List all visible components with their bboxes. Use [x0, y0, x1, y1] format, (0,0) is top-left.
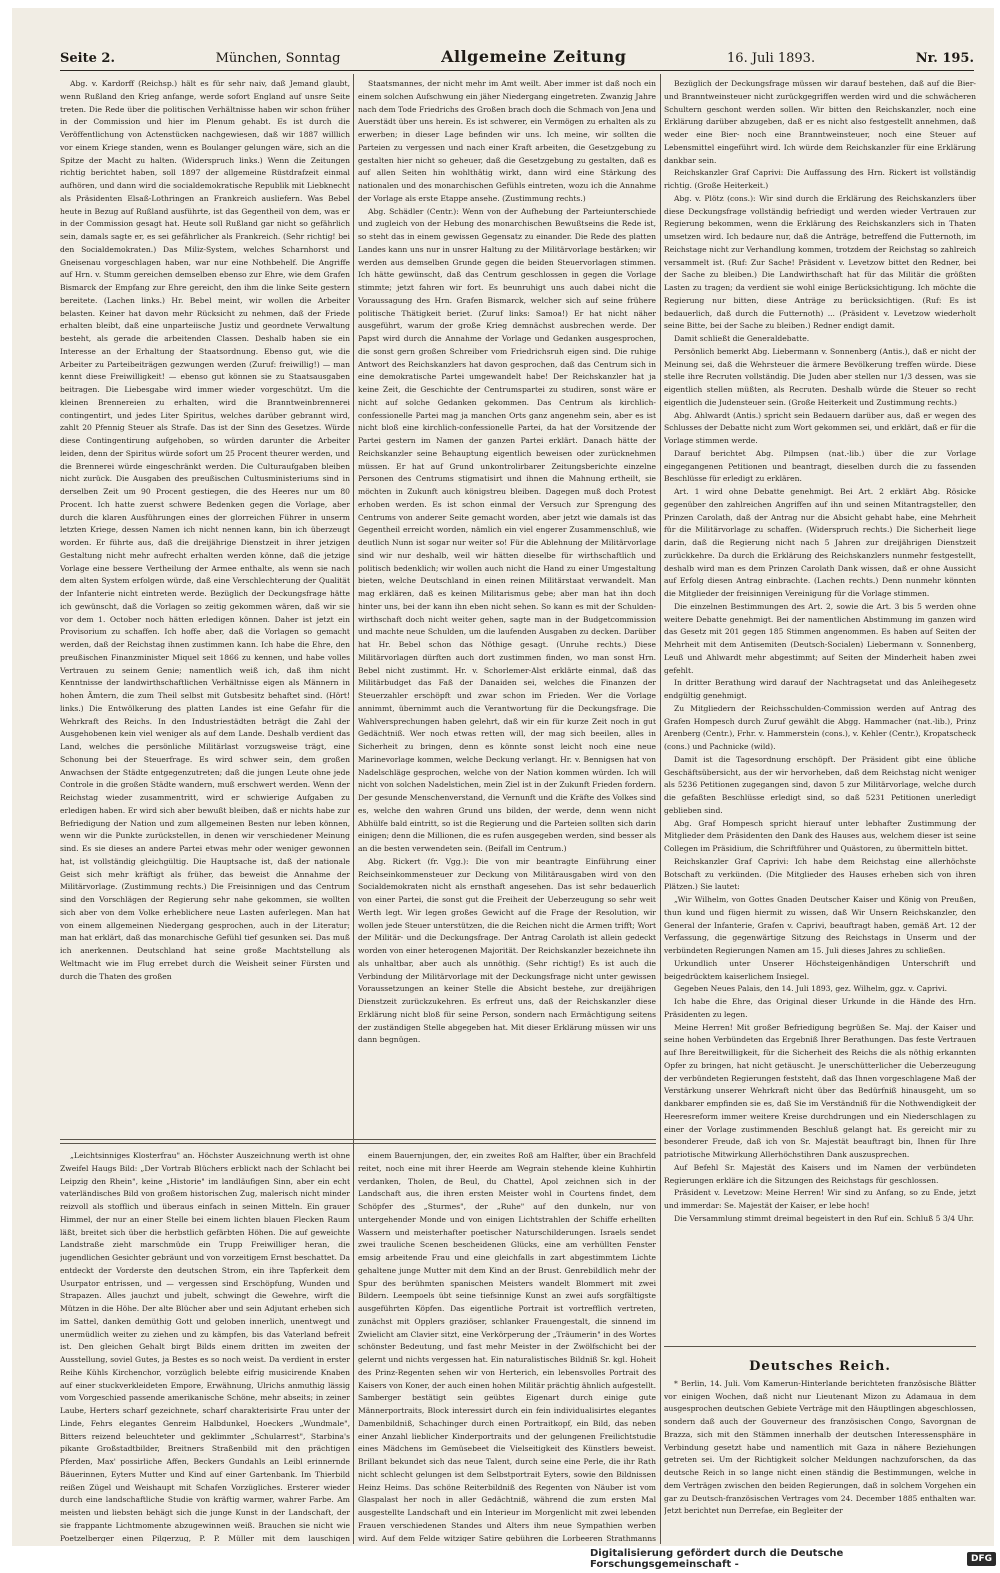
- article-column-3: [664, 78, 976, 1343]
- feuilleton-column-2: [358, 1150, 656, 1542]
- paragraph: „Wir Wilhelm, von Gottes Gnaden Deutscher Kaiser und König von Preußen, thun kund und fügen hiermit zu wissen, daß Wir Unsern Reichskanzler, den General der Infanterie, Grafen v. Caprivi, beauftragt haben, gemäß Art. 12 der Verfassung, die gegenwärtige Sitzung des Reichstags in Unserm und der verbündeten Regierungen Namen am 15. Juli dieses Jahres zu schließen.: [664, 895, 976, 955]
- paragraph: Reichskanzler Graf Caprivi: Die Auffassung des Hrn. Rickert ist vollständig richtig. (Große Heiterkeit.): [664, 168, 976, 190]
- paragraph: Präsident v. Levetzow: Meine Herren! Wir sind zu Anfang, so zu Ende, jetzt und immerdar: Se. Majestät der Kaiser, er lebe hoch!: [664, 1188, 976, 1210]
- paragraph: Gegeben Neues Palais, den 14. Juli 1893, gez. Wilhelm, ggz. v. Caprivi.: [674, 984, 948, 994]
- feuilleton-divider: [60, 1143, 656, 1144]
- paragraph: Art. 1 wird ohne Debatte genehmigt. Bei Art. 2 erklärt Abg. Rösicke gegenüber den zahlreichen Angriffen auf ihn und seinen Mitantragsteller, den Prinzen Carolath, daß der Antrag nur die Absicht gehabt habe, eine Mehrheit für die Militärvorlage zu schaffen. (Widerspruch rechts.) Die Sicherheit liege darin, daß die Regierung nicht nach 5 Jahren zur dreijährigen Dienstzeit zurückkehre. Da durch die Erklärung des Reichskanzlers nunmehr festgestellt, deshalb wird man es dem Prinzen Carolath Dank wissen, daß er ohne Aussicht auf Erfolg diesen Antrag einbrachte. (Lachen rechts.) Denn nunmehr könnten die Mitglieder der freisinnigen Vereinigung für die Vorlage stimmen.: [664, 487, 976, 598]
- deutsches-reich-section: [664, 1355, 976, 1542]
- paragraph: Abg. Schädler (Centr.): Wenn von der Aufhebung der Parteiunterschiede und zugleich von der Hebung des monarchischen Bewußtseins die Rede ist, so steht das in einem gewissen Gegensatz zu einander. Die Rede des platten Landes kann uns nur in unsrer Haltung zu der Militärvorlage bestärken; wir werden aus demselben Grunde gegen die beiden Steuervorlagen stimmen. Ich hätte gewünscht, daß das Centrum geschlossen in gegen die Vorlage stimmte; jetzt fahren wir fort. Es beunruhigt uns auch dabei nicht die Voraussagung des Hrn. Grafen Bismarck, welcher sich auf seine frühere politische Thätigkeit beriet. (Zuruf links: Samoa!) Er hat nicht näher ausgeführt, warum der große Krieg demnächst ausbrechen werde. Der Papst wird durch die Annahme der Vorlage und Gedanken ausgesprochen, die sonst gern großen Schreiber vom Friedrichsruh eigen sind. Die ruhige Antwort des Reichskanzlers hat davon gesprochen, daß das Centrum sich in eine demokratische Partei umgewandelt habe! Der Reichskanzler hat ja keine Zeit, die Geschichte der Centrumspartei zu studiren, sonst wäre er nicht auf solche Gedanken gekommen. Das Centrum als kirchlich-confessionelle Partei mag ja manchen Orts ganz angenehm sein, aber es ist nicht bloß eine kirchlich-confessionelle Partei, da hat der Vorsitzende der Partei gestern im Namen der ganzen Partei erklärt. Danach hätte der Reichskanzler seine Behauptung eigentlich beweisen oder zurücknehmen müssen. Er hat auf Grund unkontrolirbarer Zeitungsberichte einzelne Personen des Centrums stigmatisirt und ihnen die Mahnung ertheilt, sie möchten in Zukunft auch königstreu bleiben. Dagegen muß doch Protest erhoben werden. Es ist schon einmal der Versuch zur Sprengung des Centrums von anderer Seite gemacht worden, aber jetzt wie damals ist das Gegentheil erreicht worden, nämlich ein viel engerer Zusammenschluß, wie deutlich Nunn ist sogar nur weiter so! Für die Ablehnung der Militärvorlage sind wir nur deshalb, weil wir hätten dieselbe für wirthschaftlich und politisch bedenklich; wir wollen auch nicht die Hand zu einer Umgestaltung bieten, welche Deutschland in einen reinen Militärstaat verwandelt. Man mag erklären, daß es keinen Militarismus gebe; aber man hat ihn doch hinter uns, bei der kann ihn eben nicht sehen. So kann es mit der Schulden-wirthschaft doch nicht weiter gehen, sagte man in der Budgetcommission und machte neue Schulden, um die laufenden Ausgaben zu decken. Darüber hat Hr. Bebel schon das Nöthige gesagt. (Unruhe rechts.) Diese Militärvorlagen dürften auch dort zustimmen finden, wo man sonst Hrn. Bebel nicht zustimmt. Hr. v. Schorlemer-Alst erklärte einmal, daß das Militärbudget das Faß der Danaiden sei, welches die Finanzen der Steuerzahler erschöpft und zwar schon im Frieden. Wer die Vorlage annimmt, übernimmt auch die Verantwortung für die Deckungsfrage. Die Wahlversprechungen haben gelehrt, daß wir ein für kurze Zeit noch in gut Gedächtniß. Wer noch etwas retten will, der mag sich beeilen, alles in Sicherheit zu bringen, denn es könnte sonst leicht noch eine neue Marinevorlage kommen, welche Deckung verlangt. Hr. v. Bennigsen hat von Nadelschläge gesprochen, welche von der Nation kommen würden. Ich will nicht von solchen Nadelstichen, mein Ziel ist in der Zukunft Frieden fordern. Der gesunde Menschenverstand, die Vernunft und die Kräfte des Volkes sind es, welche den wahren Grund uns bilden, der werde, denn wenn nicht Abhülfe bald eintritt, so ist die Regierung und die Parteien sollten sich darin einigen; denn die Millionen, die es rufen ausgegeben werden, sind besser als an die besten verwendeten sein. (Beifall im Centrum.): [358, 206, 656, 853]
- page-number: Seite 2.: [60, 51, 115, 66]
- paragraph: Urkundlich unter Unserer Höchsteigenhändigen Unterschrift und beigedrücktem kaiserlichem Insiegel.: [664, 958, 976, 981]
- paragraph: Abg. Ahlwardt (Antis.) spricht sein Bedauern darüber aus, daß er wegen des Schlusses der Debatte nicht zum Wort gekommen sei, und erklärt, daß er für die Vorlage stimmen werde.: [664, 410, 976, 445]
- paragraph: Zu Mitgliedern der Reichsschulden-Commission werden auf Antrag des Grafen Hompesch durch Zuruf gewählt die Abgg. Hammacher (nat.-lib.), Prinz Arenberg (Centr.), Frhr. v. Hammerstein (cons.), v. Kehler (Centr.), Kropatscheck (cons.) und Pachnicke (wild).: [664, 703, 976, 751]
- paragraph: Die Versammlung stimmt dreimal begeistert in den Ruf ein. Schluß 5 3/4 Uhr.: [674, 1213, 974, 1223]
- paragraph: Staatsmannes, der nicht mehr im Amt weilt. Aber immer ist daß noch ein einem solchen Aufschwung ein jäher Niedergang eingetreten. Zwanzig Jahre nach dem Tode Friedrichs des Großen brach doch die Schmach von Jena und Auerstädt über uns herein. Es ist schwerer, ein Vermögen zu erhalten als zu erwerben; in dieser Lage befinden wir uns. Ich meine, wir sollten die Parteien zu vergessen und nach einer Kraft arbeiten, die Gesetzgebung zu gestalten hier nicht so geheuer, daß die Gesetzgebung zu gestalten, daß es auf allen Seiten hin wohlthätig wirkt, dann wird eine Stärkung des nationalen und des monarchischen Gefühls eintreten, wozu ich die Annahme der Vorlage als erste Etappe ansehe. (Zustimmung rechts.): [358, 79, 656, 203]
- paragraph: Darauf berichtet Abg. Pilmpsen (nat.-lib.) über die zur Vorlage eingegangenen Petitionen und beantragt, dieselben durch die zu fassenden Beschlüsse für erledigt zu erklären.: [664, 448, 976, 484]
- digitization-credit: [590, 1549, 996, 1569]
- paragraph: Abg. Rickert (fr. Vgg.): Die von mir beantragte Einführung einer Reichseinkommensteuer zur Deckung von Militärausgaben wird von den Socialdemokraten nicht als ernsthaft angesehen. Das ist sehr bedauerlich von einer Partei, die sonst gut die Freiheit der Ueberzeugung so sehr weit Werth legt. Wir legen großes Gewicht auf die Frage der Resolution, wir wollen jede Steuer unterstützen, die die Reichen nicht die Armen trifft; Wort der Militär- und die Deckungsfrage. Der Antrag Carolath ist allein gedeckt worden von einer heterogenen Majorität. Der Reichskanzler bezeichnete ihn als unhaltbar, aber auch als unnöthig. (Sehr richtig!) Es ist auch die Verbindung der Militärvorlage mit der Deckungsfrage nicht unter gewissen Voraussetzungen an keiner Stelle die Absicht bestehe, zur dreijährigen Dienstzeit zurückzukehren. Es erfreut uns, daß der Reichskanzler diese Erklärung nicht bloß für seine Person, sondern nach Ermächtigung seitens der zuständigen Stelle abgegeben hat. Mit dieser Erklärung müssen wir uns dann begnügen.: [358, 856, 656, 1045]
- paragraph: Abg. Graf Hompesch spricht hierauf unter lebhafter Zustimmung der Mitglieder dem Präsidenten den Dank des Hauses aus, welchem dieser ist seine Collegen im Präsidium, die Schriftführer und Quästoren, zu übermitteln bittet.: [664, 818, 976, 853]
- issue-number: Nr. 195.: [915, 51, 974, 66]
- newspaper-title: Allgemeine Zeitung: [441, 47, 627, 66]
- section-divider: [664, 1346, 976, 1347]
- paragraph: „Leichtsinniges Klosterfrau" an. Höchster Auszeichnung werth ist ohne Zweifel Haugs Bild: „Der Vortrab Blüchers erblickt nach der Schlacht bei Leipzig den Rhein", keine „Historie" im landläufigen Sinn, aber ein echt vaterländisches Bild von großem historischen Zug, malerisch nicht minder reizvoll als stofflich und überaus einfach in seinen Mitteln. Ein grauer Himmel, der nur an einer Stelle bei einem lichten blauen Flecken Raum läßt, breitet sich über die herbstlich gefärbten Höhen. Die auf geweichte Landstraße zieht marschmüde ein Trupp Freiwilliger heran, die jugendlichen Gesichter gebräunt und von vorzeitigem Ernst beschattet. Da entdeckt der Vorderste den deutschen Strom, ein ihre Tapferkeit dem Usurpator entrissen, und — vergessen sind Erschöpfung, Wunden und Strapazen. Alles jauchzt und jubelt, schwingt die Gewehre, wirft die Mützen in die Höhe. Der alte Blücher aber und sein Adjutant erheben sich im Sattel, danken demüthig Gott und geloben innerlich, unentwegt und unermüdlich weiter zu ziehen und zu kämpfen, bis das Vaterland befreit ist. Den gleichen Gehalt birgt Bilds einem dritten im zweiten der Ausstellung, soviel Gutes, ja Bestes es so noch weist. Da verdient in erster Reihe Kühls Kirchenchor, vorzüglich belebte eifrig musicirende Knaben auf einer stuckverkleideten Empore, Erwähnung, Ulrichs anmuthig lässig vom Vorgeschied passende amerikanische Schöne, mehr abseits; in zeiner Laube, Herters scharf gezeichnete, scharf charakterisirte Frau unter der Linde, Fehrs elegantes Genreim Halbdunkel, Hoeckers „Wundmale", Bitters reizend beleuchteter und geklimmter „Schularrest", Starbina's pikante Großstadtbilder, Breitners Straßenbild mit den prächtigen Pferden, Max' possirliche Affen, Beckers Gundahls an Leibl erinnernde Bäuerinnen, Eyters Mutter und Kind auf einer Gartenbank. Im Thierbild reißen Zügel und Weishaupt mit Schafen Vorzügliches. Ersterer wieder durch eine landschaftliche Studie von kräftig warmer, wahrer Farbe. Am meisten und liebsten behägt sich die junge Kunst in der Landschaft, der sie frappante Lichtmomente abzugewinnen weiß. Brauchen sie nicht wie Poetzelberger einen Pilgerzug, P. P. Müller mit dem lauschigen: [60, 1151, 350, 1542]
- paragraph: Auf Befehl Sr. Majestät des Kaisers und im Namen der verbündeten Regierungen erkläre ich die Sitzungen des Reichstags für geschlossen.: [664, 1162, 976, 1185]
- paragraph: Reichskanzler Graf Caprivi: Ich habe dem Reichstag eine allerhöchste Botschaft zu verkünden. (Die Mitglieder des Hauses erheben sich von ihren Plätzen.) Sie lautet:: [664, 856, 976, 892]
- paragraph: Abg. v. Plötz (cons.): Wir sind durch die Erklärung des Reichskanzlers über diese Deckungsfrage vollständig befriedigt und werden wieder Vertrauen zur Regierung bekommen, wenn die Erklärung des Reichskanzlers sich in Thaten umsetzen wird. Ich bedaure nur, daß die Anträge, betreffend die Futternoth, im Reichstage nicht zur Verhandlung kommen, trotzdem der Reichstag so zahlreich versammelt ist. (Ruf: Zur Sache! Präsident v. Levetzow bittet den Redner, bei der Sache zu bleiben.) Die Landwirthschaft hat für das Militär die größten Lasten zu tragen; da verdient sie wohl einige Berücksichtigung. Ich möchte die Regierung nur bitten, diese Anträge zu berücksichtigen. (Ruf: Es ist bedauerlich, daß durch die Futternoth) ... (Präsident v. Levetzow wiederholt seine Bitte, bei der Sache zu bleiben.) Redner endigt damit.: [664, 193, 976, 331]
- paragraph: Persönlich bemerkt Abg. Liebermann v. Sonnenberg (Antis.), daß er nicht der Meinung sei, daß die Wehrsteuer die ärmere Bevölkerung treffen würde. Diese stelle ihre Recruten vollständig. Die Juden aber stellen nur 1/3 dessen, was sie eigentlich stellen müßten, als Recruten. Deshalb würde die Steuer so recht eigentlich die Judensteuer sein. (Große Heiterkeit und Zustimmung rechts.): [664, 346, 976, 407]
- article-column-1: [60, 78, 350, 1130]
- paragraph: Die einzelnen Bestimmungen des Art. 2, sowie die Art. 3 bis 5 werden ohne weitere Debatte genehmigt. Bei der namentlichen Abstimmung im ganzen wird das Gesetz mit 201 gegen 185 Stimmen angenommen. Es haben auf Seiten der Mehrheit mit dem Antisemiten (Deutsch-Socialen) Liebermann v. Sonnenberg, Leuß und Ahlwardt mehr abgestimmt; auf Seiten der Minderheit haben zwei gefehlt.: [664, 601, 976, 675]
- dfg-logo: DFG: [967, 1552, 996, 1566]
- issue-date: 16. Juli 1893.: [727, 51, 816, 66]
- city-day: München, Sonntag: [215, 51, 341, 66]
- paragraph: Damit schließt die Generaldebatte.: [674, 334, 810, 343]
- newspaper-page: [12, 8, 994, 1546]
- paragraph: Bezüglich der Deckungsfrage müssen wir darauf bestehen, daß auf die Bier- und Branntweinsteuer nicht zurückgegriffen werden wird und die schwächeren Schultern geschont werden sollen. Wir bitten den Reichskanzler, noch eine Erklärung darüber abzugeben, daß er es nicht also festgestellt annehmen, daß weder eine Bier- noch eine Branntweinsteuer, noch eine Steuer auf Lebensmittel eingeführt wird. Ich würde dem Reichskanzler für eine Erklärung dankbar sein.: [664, 79, 976, 165]
- paragraph: * Berlin, 14. Juli. Vom Kamerun-Hinterlande berichteten französische Blätter vor einigen Wochen, daß nicht nur Lieutenant Mizon zu Adamaua in dem ausgesprochen deutschen Gebiete Verträge mit den Häuptlingen abgeschlossen, sondern daß auch der Gouverneur des französischen Congo, Savorgnan de Brazza, sich mit den Stämmen innerhalb der deutschen Interessensphäre in Verbindung gesetzt habe und namentlich mit Gaza in nähere Beziehungen getreten sei. Um der Richtigkeit solcher Meldungen nachzuforschen, da das deutsche Reich in so lange nicht einen ständig die Bestimmungen, welche in dem Verträgen zwischen den beiden Regierungen, daß in solchem Vorgehen ein gar zu Deutsch-französischen Vertrages vom 24. December 1885 enthalten war. Jetzt berichtet nun Derrefae, ein Begleiter der: [664, 1378, 976, 1516]
- paragraph: Damit ist die Tagesordnung erschöpft. Der Präsident gibt eine übliche Geschäftsübersicht, aus der wir hervorheben, daß dem Reichstag nicht weniger als 5236 Petitionen zugegangen sind, davon 5 zur Militärvorlage, welche durch die gefaßten Beschlüsse erledigt sind, so daß 5231 Petitionen unerledigt geblieben sind.: [664, 754, 976, 815]
- paragraph: einem Bauernjungen, der, ein zweites Roß am Halfter, über ein Brachfeld reitet, noch eine mit ihrer Heerde am Wegrain stehende kleine Kuhhirtin verdanken, Tholen, de Beul, du Chattel, Apol zeichnen sich in der Landschaft aus, die ihren ersten Meister wohl in Courtens findet, dem Schöpfer des „Sturmes", der „Ruhe" auf den dunkeln, nur von untergehender Monde und von einigen Lichtstrahlen der Schiffe erhellten Wassern und meisterhafter poetischer Naturschilderungen. Israels sendet zwei trauliche Scenen bescheidenen Glücks, eine am verhüllten Fenster emsig arbeitende Frau und eine gleichfalls in zart abgestimmtem Lichte gehaltene junge Mutter mit dem Kind an der Brust. Genrebildlich mehr der Spur des berühmten spanischen Meisters wandelt Blommert mit zwei Bildern. Leempoels übt seine tiefsinnige Kunst an zwei aufs sorgfältigste ausgeführten Köpfen. Das eigentliche Portrait ist vortrefflich vertreten, zunächst mit Opplers graziöser, schlanker Frauengestalt, die sinnend im Zwielicht am Clavier sitzt, eine Verkörperung der „Träumerin" in des Wortes schönster Bedeutung, und fast mehr Meister in der Zwölfschicht bei der gelernt und nichts vergessen hat. Ein naturalistisches Bildniß Sr. kgl. Hoheit des Prinz-Regenten sehen wir von Herterich, ein lebensvolles Portrait des Kaisers von Koner, der auch einen hohen Militär prächtig ähnlich aufgestellt. Samberger bestätigt sein geübtes Eigenart durch einige gute Männerportraits, Block interessirt durch ein fein individualisirtes elegantes Damenbildniß, Schachinger durch einen Portraitkopf, ein Bild, das neben einer Anzahl lieblicher Kinderportraits und der gelungenen Freilichtstudie eines Mädchens im Gemüsebeet die Vielseitigkeit des Künstlers beweist. Brillant bekundet sich das neue Talent, durch seine eine Perle, die ihr Rath nicht schlecht gelungen ist dem Selbstportrait Eyters, sowie den Bildnissen Heinz Heims. Das schöne Reiterbildniß des Regenten von Näuber ist vom Glaspalast her noch in aller Gedächtniß, während die zum ersten Mal ausgestellte Landschaft und ein Interieur im Morgenlicht mit zwei lebenden Frauen verschiedenen Standes und Alters ihm neue Sympathien werben wird. Auf dem Felde witziger Satire gebühren die Lorbeeren Strathmanns: [358, 1151, 656, 1542]
- feuilleton-column-1: [60, 1150, 350, 1542]
- article-column-2: [358, 78, 656, 1130]
- credit-text: Digitalisierung gefördert durch die Deutsche Forschungsgemeinschaft -: [590, 1548, 844, 1570]
- section-heading: Deutsches Reich.: [749, 1359, 891, 1374]
- paragraph: Abg. v. Kardorff (Reichsp.) hält es für sehr naiv, daß Jemand glaubt, wenn Rußland den Krieg anfange, werde sofort England auf unsre Seite treten. Die Rede über die politischen Verhältnisse haben wir schon früher in der Commission und hier im Plenum gehabt. Es ist durch die Veröffentlichung von Actenstücken nachgewiesen, daß wir 1887 willlich vor einem Kriege standen, wenn es Boulanger gelungen wäre, sich an die Spitze der Macht zu halten. (Widerspruch links.) Wenn die Zeitungen richtig berichtet haben, soll 1897 der allgemeine Rüstdrafzeit einmal aufhören, und dann wird die socialdemokratische Republik mit Liebknecht als Präsidenten Elsaß-Lothringen an Frankreich ausliefern. Was Bebel heute in Bezug auf Rußland ausführte, ist das Gegentheil von dem, was er in der Commission gesagt hat. Heute soll Rußland gar nicht so gefährlich sein, damals sagte er, es sei gefährlicher als Frankreich. (Sehr richtig! bei den Socialdemokraten.) Das Miliz-System, welches Scharnhorst und Gneisenau vorgeschlagen haben, war nur eine Nothbehelf. Die Angriffe auf Hrn. v. Stumm gereichen demselben ebenso zur Ehre, wie dem Grafen Bismarck der Empfang zur Ehre gereicht, den ihm die linke Seite gestern bereitete. (Lachen links.) Hr. Bebel meint, wir wollen die Arbeiter belasten. Keiner hat davon mehr Rücksicht zu nehmen, daß der Friede erhalten bleibt, daß eine unparteiische Justiz und geordnete Verwaltung besteht, als gerade die arbeitenden Classen. Deshalb haben sie ein Interesse an der Erhaltung der Staatsordnung. Ebenso gut, wie die Arbeiter zu Parteibeiträgen gezwungen werden (Zuruf: freiwillig!) — man kennt diese Freiwilligkeit! — ebenso gut können sie zu Staatsausgaben beitragen. Die Liebesgabe wird immer wieder vorgeschützt. Um die kleinen Brennereien zu erhalten, wird die Branntweinbrennerei contingentirt, und jedes Liter Spiritus, welches darüber gebrannt wird, zahlt 20 Pfennig Steuer als Strafe. Das ist der Sinn des Gesetzes. Würde diese Contingentirung aufgehoben, so würden darunter die Arbeiter leiden, denn der Spiritus würde sofort um 25 Procent theurer werden, und die Brennerei würde eingeschränkt werden. Die Culturaufgaben bleiben nicht zurück. Die Ausgaben des preußischen Cultusministeriums sind in derselben Zeit um 90 Procent gestiegen, die des Heeres nur um 80 Procent. Ich hatte zuerst schwere Bedenken gegen die Vorlage, aber durch die klaren Ausführungen eines der glorreichen Führer in unserm letzten Kriege, dessen Namen ich nicht nennen kann, bin ich überzeugt worden. Er führte aus, daß die dreijährige Dienstzeit in ihrer jetzigen Gestaltung nicht mehr aufrecht erhalten werden könne, daß die jetzige Vorlage eine bessere Vertheilung der Armee enthalte, als wenn sie nach dem alten System erfolgen würde, daß eine Verschlechterung der Qualität der Infanterie nicht eintreten werde. Bezüglich der Deckungsfrage hätte ich gewünscht, daß die Vorlagen so zeitig gekommen wären, daß wir sie vor dem 1. October noch hätten erledigen können. Daher ist jetzt ein Provisorium zu schaffen. Ich hoffe aber, daß die Vorlagen so gemacht werden, daß der Reichstag ihnen zustimmen kann. Ich habe die Ehre, den preußischen Finanzminister Miquel seit 1866 zu kennen, und habe volles Vertrauen zu seinem Genie; namentlich weiß ich, daß ihm nicht Kenntnisse der landwirthschaftlichen Verhältnisse eigen als Männern in hohen Ämtern, die zum Theil selbst mit Gutsbesitz behaftet sind. (Hört! links.) Die Entwölkerung des platten Landes ist eine Gefahr für die Wehrkraft des Reichs. In den Industriestädten beträgt die Zahl der Ausgehobenen kein viel weniger als auf dem Lande. Deshalb verdient das Land, welches die persönliche Militärlast vorzugsweise trägt, eine Schonung bei der Steuerfrage. Es wird schwer sein, dem großen Anwachsen der Städte entgegenzutreten; daß die jungen Leute ohne jede Controle in die großen Städte wandern, muß erschwert werden. Wenn der Reichstag wieder zusammentritt, wird er schwierige Aufgaben zu erledigen haben. Er wird sich aber bewußt bleiben, daß er nichts habe zur Befriedigung der Nation und zum allgemeinen Besten nur leben können, wenn wir die Punkte zurückstellen, in denen wir verschiedener Meinung sind. Es sie dieses an andere Partei etwas mehr oder weniger gewonnen hat, ist vollständig gleichgültig. Die Hauptsache ist, daß der nationale Geist sich mehr kräftigt als früher, das beweist die Annahme der Militärvorlage. (Zustimmung rechts.) Die Freisinnigen und das Centrum sind den Vorschlägen der Regierung sehr nahe gekommen, sie wollten sich aber von dem Volke erheblichere neue Lasten auferlegen. Man hat von einem allgemeinen Niedergang gesprochen, auch in der Literatur; man hat erklärt, daß das monarchische Gefühl tief gesunken sei. Das muß ich anerkennen. Deutschland hat seine große Machtstellung als Weltmacht wie im Flug errebet durch die Weisheit seiner Fürsten und durch die Thaten des großen: [60, 79, 350, 981]
- paragraph: Ich habe die Ehre, das Original dieser Urkunde in die Hände des Hrn. Präsidenten zu legen.: [664, 997, 976, 1019]
- feuilleton-divider: [60, 1139, 656, 1140]
- masthead: [60, 44, 974, 71]
- column-divider: [660, 74, 661, 1544]
- paragraph: In dritter Berathung wird darauf der Nachtragsetat und das Anleihegesetz endgültig genehmigt.: [664, 678, 976, 700]
- paragraph: Meine Herren! Mit großer Befriedigung begrüßen Se. Maj. der Kaiser und seine hohen Verbündeten das Ergebniß Ihrer Berathungen. Das feste Vertrauen auf Ihre Bereitwilligkeit, für die Sicherheit des Reichs die als nöthig erkannten Opfer zu bringen, hat nicht getäuscht. Je unerschütterlicher die Ueberzeugung der verbündeten Regierungen feststeht, daß das Ihnen vorgeschlagene Maß der Verstärkung unserer Wehrkraft nicht über das Bedürfniß hinausgeht, um so dankbarer empfinden sie es, daß Sie im Verständniß für die Nothwendigkeit der Heeresreform immer weitere Kreise durchdrungen und ein Niederschlagen zu einer der Vorlage zustimmenden Beschluß gelangt hat. Es gereicht mir zu besonderer Freude, daß ich von Sr. Majestät beauftragt bin, Ihnen für Ihre patriotische Mitwirkung Allerhöchstihren Dank auszusprechen.: [664, 1022, 976, 1159]
- column-divider: [353, 74, 354, 1544]
